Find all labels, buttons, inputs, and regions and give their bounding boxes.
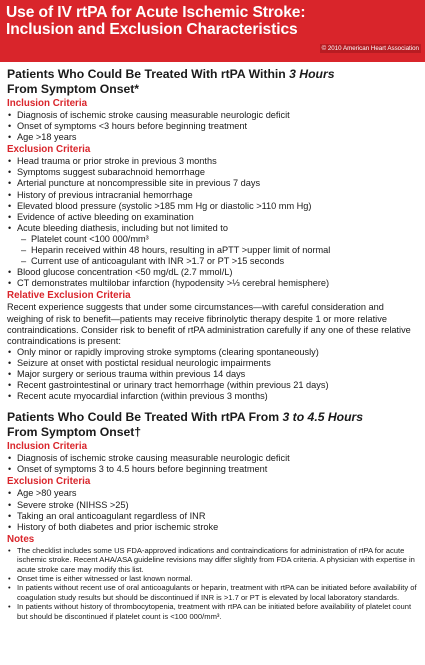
inclusion-item: • Diagnosis of ischemic stroke causing measurable neurologic deficit xyxy=(7,110,419,121)
exclusion-item: • Acute bleeding diathesis, including but not limited to xyxy=(7,223,419,234)
exclusion-item: • Elevated blood pressure (systolic >185 mm Hg or diastolic >110 mm Hg) xyxy=(7,201,419,212)
exclusion-item: • Age >80 years xyxy=(7,488,419,499)
exclusion-criteria-list-continued xyxy=(7,267,419,289)
exclusion-criteria-list-2 xyxy=(7,488,419,532)
exclusion-criteria-list xyxy=(7,156,419,234)
relative-exclusion-intro: Recent experience suggests that under some circumstances—with careful consideration and weighing of risk to benefit—patients may receive fibrinolytic therapy despite 1 or more relative contraindications. Consider risk to benefit of rtPA administration carefully if any one of these relative contraindications is present: xyxy=(7,302,411,346)
inclusion-criteria-list xyxy=(7,110,419,143)
exclusion-item: • Head trauma or prior stroke in previous 3 months xyxy=(7,156,419,167)
title-line-2: Inclusion and Exclusion Characteristics xyxy=(6,21,298,38)
notes-heading: Notes xyxy=(7,533,35,545)
exclusion-item: • Taking an oral anticoagulant regardless of INR xyxy=(7,511,419,522)
section-2-title-prefix: Patients Who Could Be Treated With rtPA From xyxy=(7,410,283,425)
note-item: • The checklist includes some US FDA-approved indications and contraindications for administration of rtPA for acute ischemic stroke. Recent AHA/ASA guideline revisions may differ slightly from FDA criteria. A physician with expertise in acute stroke care may modify this list. xyxy=(7,546,419,574)
section-2-title-emphasis: 3 to 4.5 Hours xyxy=(282,410,364,425)
relative-exclusion-item: • Recent gastrointestinal or urinary tract hemorrhage (within previous 21 days) xyxy=(7,380,419,391)
copyright-notice: © 2010 American Heart Association xyxy=(321,45,419,52)
section-3-to-4-5-hours xyxy=(7,410,419,621)
relative-exclusion-item: • Seizure at onset with postictal residual neurologic impairments xyxy=(7,358,419,369)
document-body xyxy=(0,62,425,621)
exclusion-subitem: – Platelet count <100 000/mm³ xyxy=(21,234,419,245)
exclusion-item: • History of previous intracranial hemorrhage xyxy=(7,190,419,201)
document-header xyxy=(0,0,425,62)
notes-list xyxy=(7,546,419,621)
section-1-title xyxy=(7,67,419,97)
section-1-title-emphasis: 3 Hours xyxy=(289,67,335,81)
relative-exclusion-item: • Recent acute myocardial infarction (within previous 3 months) xyxy=(7,391,419,402)
bleeding-diathesis-sublist xyxy=(7,234,419,267)
inclusion-item: • Age >18 years xyxy=(7,132,419,143)
exclusion-item: • Blood glucose concentration <50 mg/dL (2.7 mmol/L) xyxy=(7,267,419,278)
exclusion-item: • Arterial puncture at noncompressible site in previous 7 days xyxy=(7,178,419,189)
note-item: • In patients without recent use of oral anticoagulants or heparin, treatment with rtPA can be initiated before availability of coagulation study results but should be discontinued if INR is >1.7 or PT is elevated by local laboratory standards. xyxy=(7,583,419,602)
inclusion-item: • Onset of symptoms 3 to 4.5 hours before beginning treatment xyxy=(7,464,419,475)
exclusion-criteria-heading: Exclusion Criteria xyxy=(7,144,91,156)
section-within-3-hours xyxy=(7,67,419,402)
note-item: • In patients without history of thrombocytopenia, treatment with rtPA can be initiated before availability of platelet count but should be discontinued if platelet count is <100 000/mm³. xyxy=(7,602,419,621)
relative-exclusion-heading: Relative Exclusion Criteria xyxy=(7,290,131,302)
exclusion-item: • Symptoms suggest subarachnoid hemorrhage xyxy=(7,167,419,178)
relative-exclusion-list xyxy=(7,347,419,402)
title-line-1: Use of IV rtPA for Acute Ischemic Stroke: xyxy=(6,4,306,21)
document-title xyxy=(6,4,419,38)
inclusion-criteria-heading: Inclusion Criteria xyxy=(7,98,88,109)
inclusion-item: • Onset of symptoms <3 hours before beginning treatment xyxy=(7,121,419,132)
note-item: • Onset time is either witnessed or last known normal. xyxy=(7,574,419,583)
section-2-title-suffix: From Symptom Onset† xyxy=(7,425,142,440)
inclusion-item: • Diagnosis of ischemic stroke causing measurable neurologic deficit xyxy=(7,453,419,464)
section-2-title xyxy=(7,410,419,440)
exclusion-item: • History of both diabetes and prior ischemic stroke xyxy=(7,522,419,533)
exclusion-item: • Severe stroke (NIHSS >25) xyxy=(7,500,419,511)
exclusion-item: • CT demonstrates multilobar infarction (hypodensity >⅓ cerebral hemisphere) xyxy=(7,278,419,289)
relative-exclusion-item: • Only minor or rapidly improving stroke symptoms (clearing spontaneously) xyxy=(7,347,419,358)
inclusion-criteria-list-2 xyxy=(7,453,419,475)
exclusion-subitem: – Current use of anticoagulant with INR >1.7 or PT >15 seconds xyxy=(21,256,419,267)
inclusion-criteria-heading-2: Inclusion Criteria xyxy=(7,441,88,453)
exclusion-item: • Evidence of active bleeding on examination xyxy=(7,212,419,223)
section-1-title-suffix: From Symptom Onset* xyxy=(7,82,140,96)
section-1-title-prefix: Patients Who Could Be Treated With rtPA Within xyxy=(7,67,290,81)
exclusion-criteria-heading-2: Exclusion Criteria xyxy=(7,476,91,488)
exclusion-subitem: – Heparin received within 48 hours, resulting in aPTT >upper limit of normal xyxy=(21,245,419,256)
relative-exclusion-item: • Major surgery or serious trauma within previous 14 days xyxy=(7,369,419,380)
